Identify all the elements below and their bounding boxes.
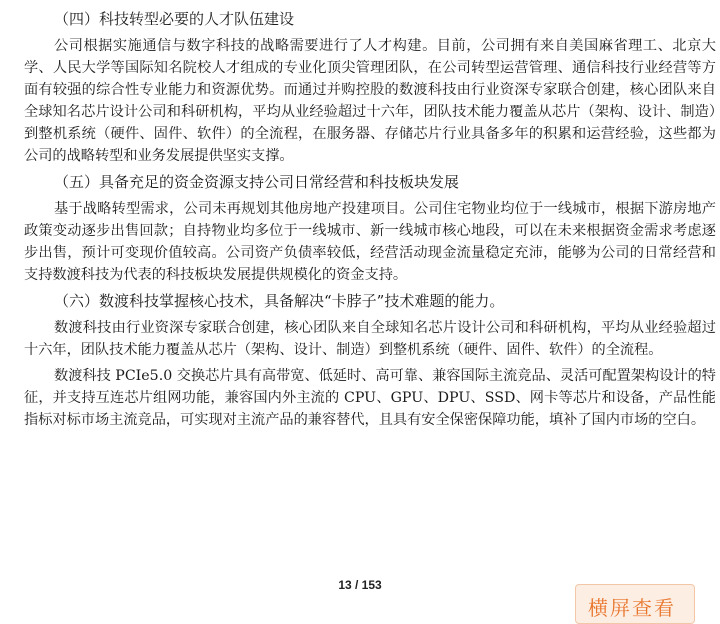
paragraph: 数渡科技 PCIe5.0 交换芯片具有高带宽、低延时、高可靠、兼容国际主流竞品、灵活可配置架构设计的特征，并支持互连芯片组网功能，兼容国内外主流的 CPU、GPU、DPU、SSD、网卡等芯片和设备，产品性能指标对标市场主流竞品，可实现对主流产品的兼容替代，且具有安全保密保障功能，填补了国内市场的空白。 [24,368,716,428]
section-heading-6: （六）数渡科技掌握核心技术，具备解决“卡脖子”技术难题的能力。 [54,292,505,310]
section-heading-4: （四）科技转型必要的人才队伍建设 [54,10,295,28]
landscape-view-button[interactable]: 横屏查看 [575,584,695,624]
document-page [24,8,716,435]
paragraph: 公司根据实施通信与数字科技的战略需要进行了人才构建。目前，公司拥有来自美国麻省理工、北京大学、人民大学等国际知名院校人才组成的专业化顶尖管理团队，在公司转型运营管理、通信科技行业经营等方面有较强的综合性专业能力和资源优势。而通过并购控股的数渡科技由行业资深专家联合创建，核心团队来自全球知名芯片设计公司和科研机构，平均从业经验超过十六年，团队技术能力覆盖从芯片（架构、设计、制造）到整机系统（硬件、固件、软件）的全流程，在服务器、存储芯片行业具备多年的积累和运营经验，这些都为公司的战略转型和业务发展提供坚实支撑。 [24,38,716,164]
section-heading-5: （五）具备充足的资金资源支持公司日常经营和科技板块发展 [54,173,460,191]
page-number: 13 / 153 [338,578,382,592]
paragraph: 数渡科技由行业资深专家联合创建，核心团队来自全球知名芯片设计公司和科研机构，平均从业经验超过十六年，团队技术能力覆盖从芯片（架构、设计、制造）到整机系统（硬件、固件、软件）的全流程。 [24,320,716,358]
paragraph: 基于战略转型需求，公司未再规划其他房地产投建项目。公司住宅物业均位于一线城市，根据下游房地产政策变动逐步出售回款；自持物业均多位于一线城市、新一线城市核心地段，可以在未来根据资金需求考虑逐步出售，预计可变现价值较高。公司资产负债率较低，经营活动现金流量稳定充沛，能够为公司的日常经营和支持数渡科技为代表的科技板块发展提供规模化的资金支持。 [24,201,716,283]
